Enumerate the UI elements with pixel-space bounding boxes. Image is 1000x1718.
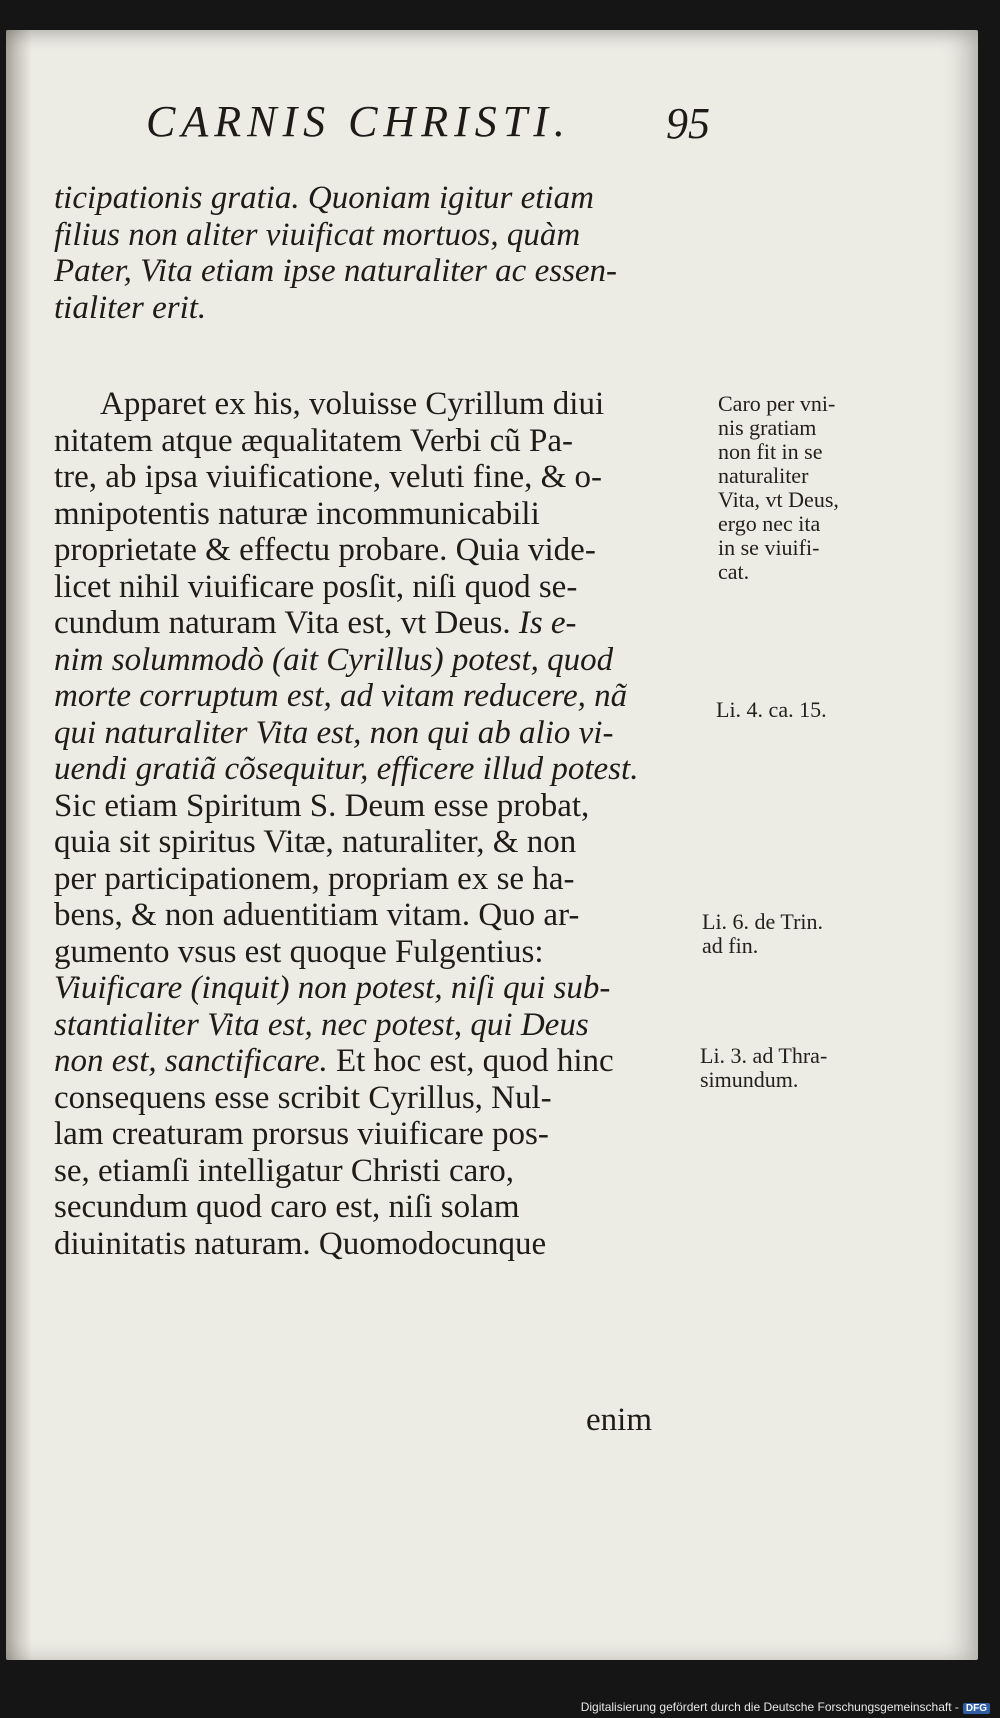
marginal-line: in se viuifi-	[718, 535, 820, 560]
text-line: tialiter erit.	[54, 289, 207, 326]
marginal-line: simundum.	[700, 1067, 799, 1092]
text-line: mnipotentis naturæ incommunicabili	[54, 495, 540, 532]
text-line: tre, ab ipsa viuificatione, veluti fine, & o-	[54, 459, 602, 495]
marginal-line: Caro per vni-	[718, 391, 836, 416]
text-line: diuinitatis naturam. Quomodocunque	[54, 1225, 547, 1262]
page-number: 95	[666, 99, 710, 148]
marginal-line: Li. 6. de Trin.	[702, 909, 824, 934]
text-segment: Et hoc est, quod hinc	[335, 1043, 614, 1079]
text-line: Pater, Vita etiam ipse naturaliter ac essen-	[54, 253, 618, 289]
marginal-note-1	[718, 392, 839, 584]
text-line: proprietate & effectu probare. Quia vide-	[54, 532, 596, 568]
text-line: quia sit spiritus Vitæ, naturaliter, & non	[54, 824, 577, 860]
text-line: bens, & non aduentitiam vitam. Quo ar-	[54, 897, 580, 933]
marginal-line: ergo nec ita	[718, 511, 821, 536]
text-line: qui naturaliter Vita est, non qui ab alio vi-	[54, 714, 614, 751]
marginal-note-2	[716, 698, 827, 722]
marginal-note-3	[702, 910, 823, 958]
text-line: secundum quod caro est, niſi solam	[54, 1189, 520, 1225]
text-line: consequens esse scribit Cyrillus, Nul-	[54, 1079, 552, 1116]
text-line: uendi gratiã cõsequitur, efficere illud potest.	[54, 751, 639, 787]
marginal-line: nis gratiam	[718, 415, 817, 440]
catchword: enim	[586, 1402, 652, 1438]
text-block-2	[54, 386, 704, 1262]
text-segment: Is e-	[518, 605, 577, 641]
text-line: morte corruptum est, ad vitam reducere, nã	[54, 678, 628, 714]
text-segment: non est, sanctificare.	[54, 1043, 336, 1079]
marginal-note-4	[700, 1044, 827, 1092]
marginal-line: Li. 3. ad Thra-	[700, 1043, 828, 1068]
text-line: Viuificare (inquit) non potest, niſi qui sub-	[54, 970, 611, 1006]
marginal-line: non fit in se	[718, 439, 823, 464]
text-line: lam creaturam prorsus viuificare pos-	[54, 1116, 549, 1152]
text-line: gumento vsus est quoque Fulgentius:	[54, 933, 544, 970]
running-header: CARNIS CHRISTI.	[146, 97, 571, 146]
text-line: se, etiamſi intelligatur Christi caro,	[54, 1152, 515, 1189]
digitization-footer	[581, 1700, 990, 1714]
text-line: stantialiter Vita est, nec potest, qui Deus	[54, 1006, 589, 1043]
marginal-line: naturaliter	[718, 463, 809, 488]
marginal-line: Vita, vt Deus,	[718, 487, 839, 512]
text-line: Sic etiam Spiritum S. Deum esse probat,	[54, 787, 590, 824]
text-line	[54, 605, 704, 642]
text-line: licet nihil viuificare posſit, niſi quod se-	[54, 568, 578, 605]
text-line: Apparet ex his, voluisse Cyrillum diui	[100, 386, 605, 422]
footer-text: Digitalisierung gefördert durch die Deutsche Forschungsgemeinschaft -	[580, 1700, 959, 1714]
text-block-1	[54, 180, 704, 326]
text-line: filius non aliter viuificat mortuos, quàm	[54, 216, 581, 253]
text-line: nim solummodò (ait Cyrillus) potest, quod	[54, 641, 614, 678]
marginal-line: ad fin.	[702, 933, 759, 958]
book-page	[6, 30, 978, 1660]
text-line: ticipationis gratia. Quoniam igitur etiam	[54, 180, 594, 216]
text-line: nitatem atque æqualitatem Verbi cũ Pa-	[54, 422, 573, 459]
text-line	[54, 1043, 704, 1080]
text-segment: cundum naturam Vita est, vt Deus.	[54, 605, 519, 641]
dfg-logo-icon: DFG	[963, 1703, 990, 1714]
text-line: per participationem, propriam ex se ha-	[54, 860, 575, 897]
marginal-line: cat.	[718, 559, 750, 584]
spine-shadow	[6, 30, 32, 1660]
marginal-line: Li. 4. ca. 15.	[716, 697, 827, 722]
